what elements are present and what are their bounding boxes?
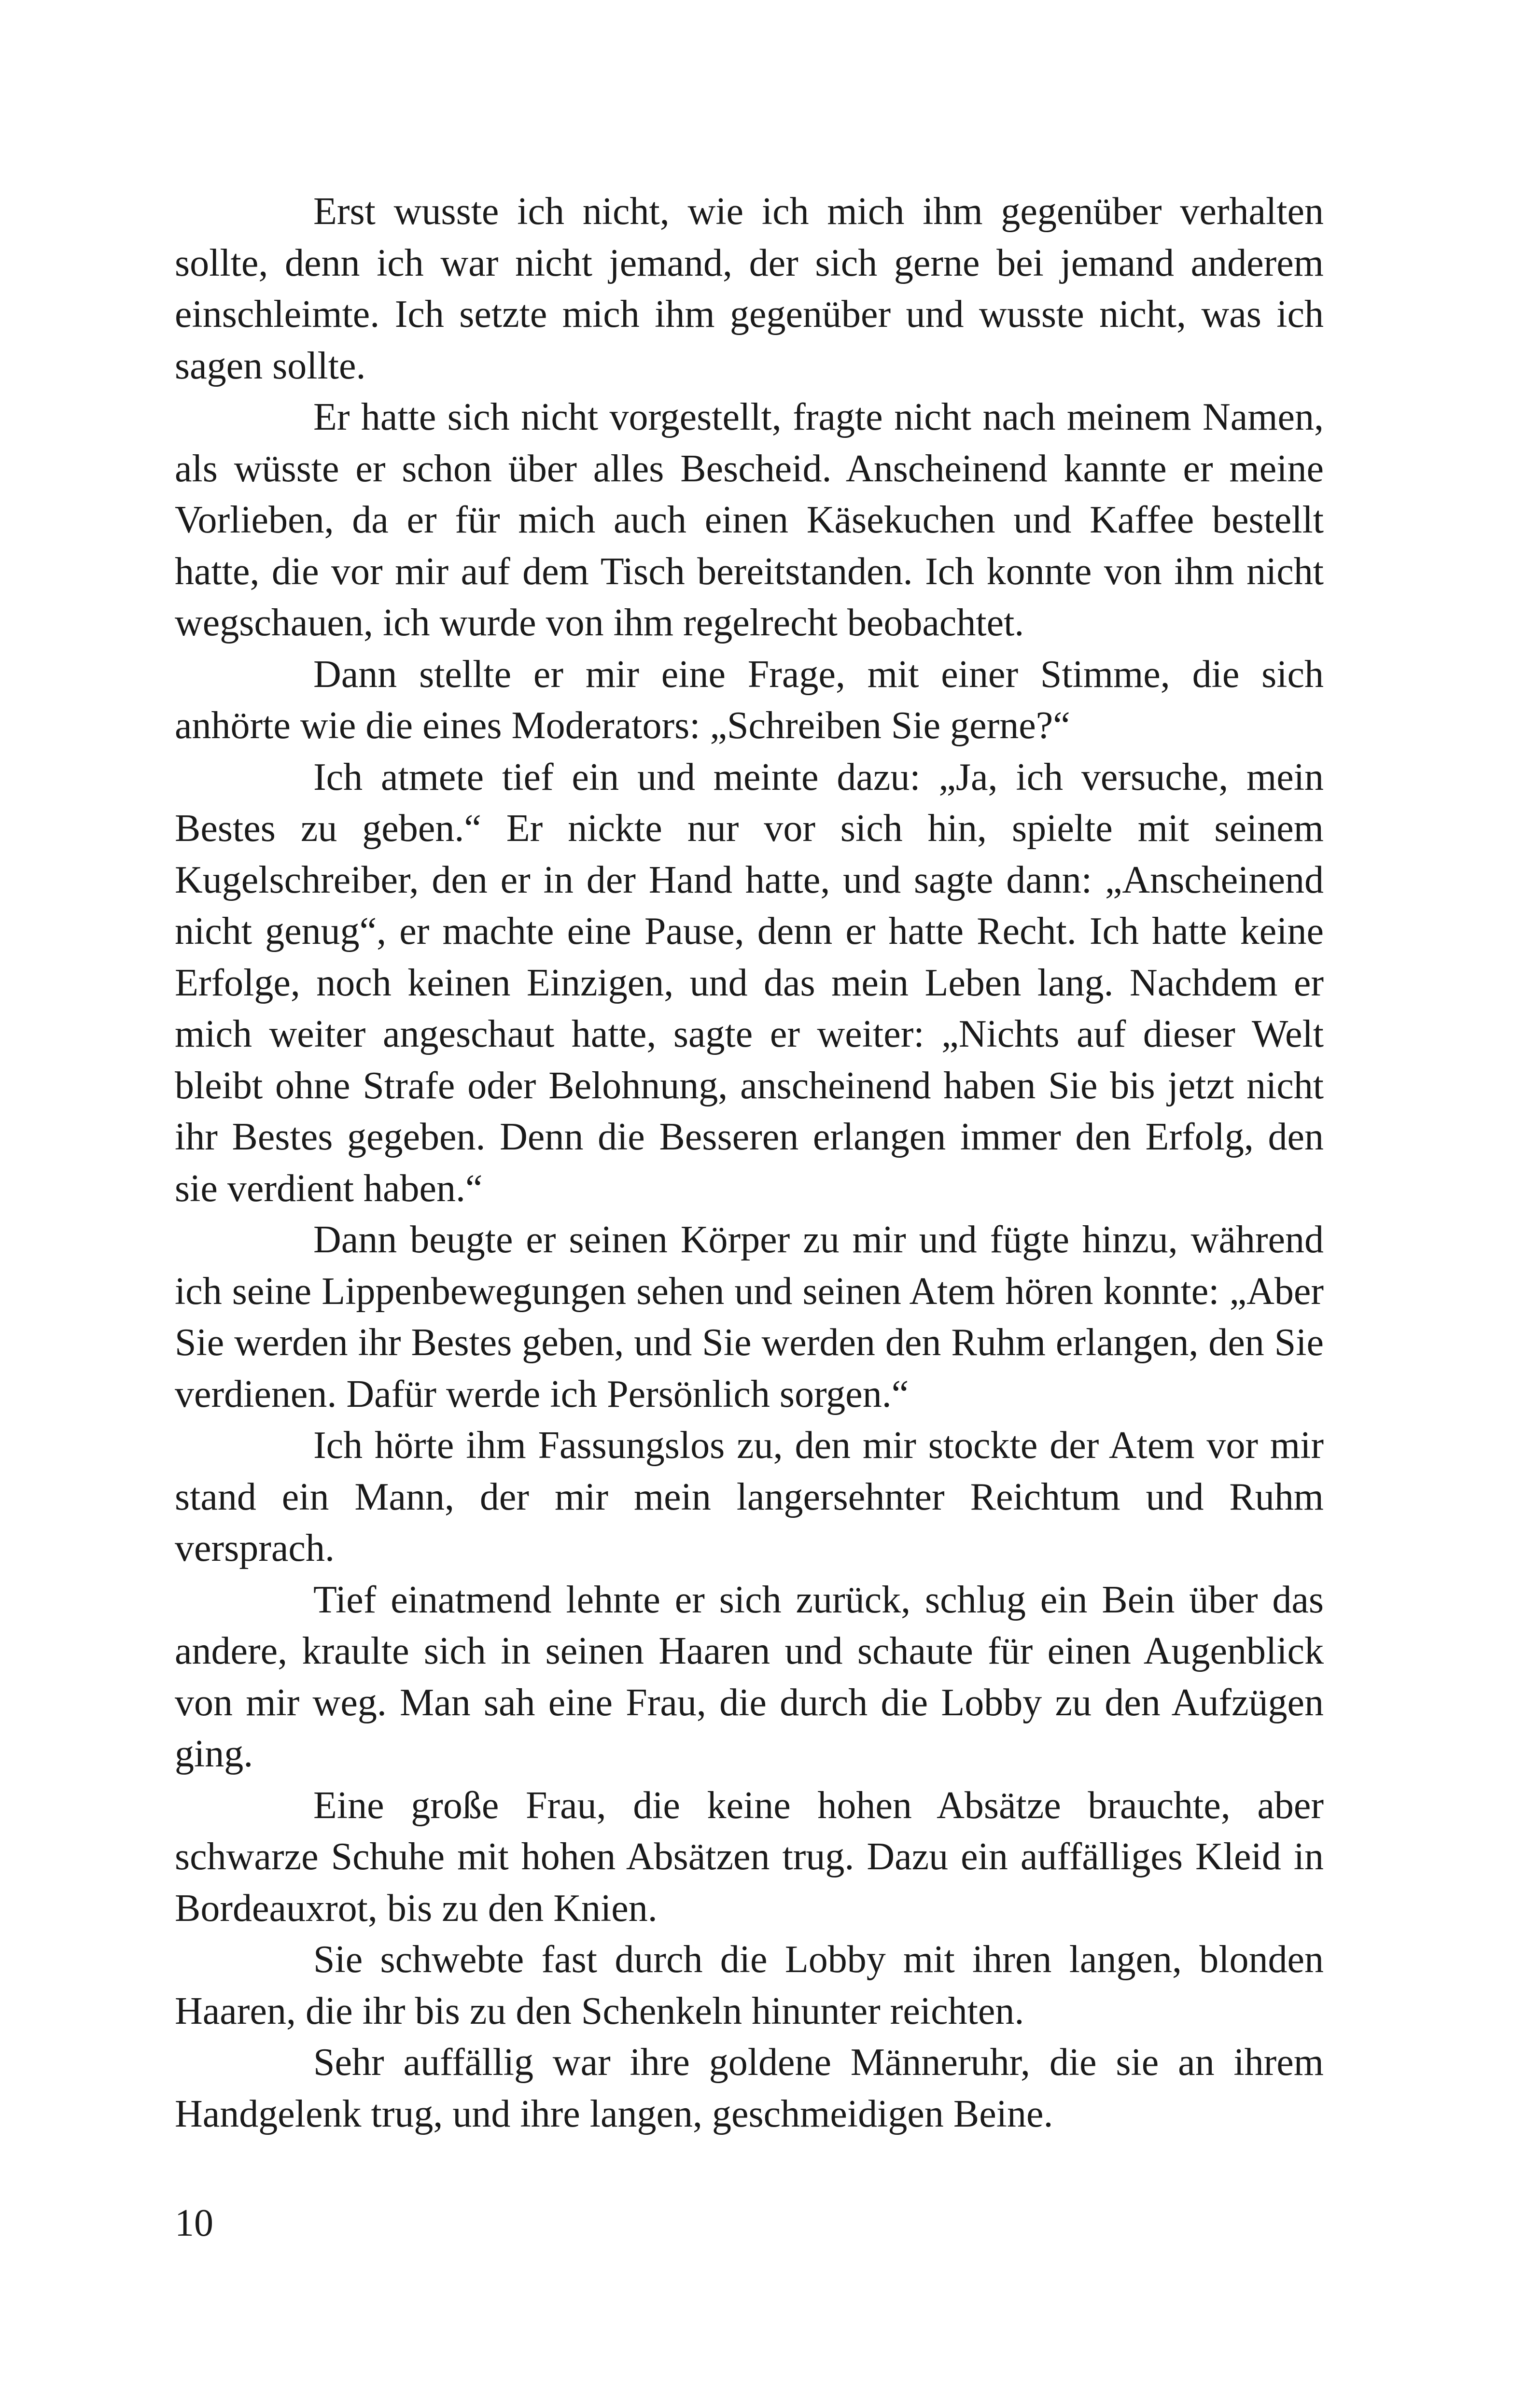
paragraph: Dann beugte er seinen Körper zu mir und fügte hinzu, während ich seine Lippenbewegungen sehen und seinen Atem hören konnte: „Aber Sie werden ihr Bestes geben, und Sie werden den Ruhm erlangen, den Sie verdienen. Dafür werde ich Persönlich sorgen.“ xyxy=(175,1219,1324,1415)
paragraph: Ich hörte ihm Fassungslos zu, den mir stockte der Atem vor mir stand ein Mann, der mir mein langersehnter Reichtum und Ruhm versprach. xyxy=(175,1424,1324,1569)
paragraph: Sehr auffällig war ihre goldene Männeruhr, die sie an ihrem Handgelenk trug, und ihre langen, geschmeidigen Beine. xyxy=(175,2041,1324,2135)
body-text xyxy=(175,186,1324,2140)
paragraph: Sie schwebte fast durch die Lobby mit ihren langen, blonden Haaren, die ihr bis zu den Schenkeln hinunter reichten. xyxy=(175,1938,1324,2032)
paragraph: Ich atmete tief ein und meinte dazu: „Ja, ich versuche, mein Bestes zu geben.“ Er nickte nur vor sich hin, spielte mit seinem Kugelschreiber, den er in der Hand hatte, und sagte dann: „Anscheinend nicht genug“, er machte eine Pause, denn er hatte Recht. Ich hatte keine Erfolge, noch keinen Einzigen, und das mein Leben lang. Nachdem er mich weiter angeschaut hatte, sagte er weiter: „Nichts auf dieser Welt bleibt ohne Strafe oder Belohnung, anscheinend haben Sie bis jetzt nicht ihr Bestes gegeben. Denn die Besseren erlangen immer den Erfolg, den sie verdient haben.“ xyxy=(175,756,1324,1210)
paragraph: Erst wusste ich nicht, wie ich mich ihm gegenüber verhalten sollte, denn ich war nicht jemand, der sich gerne bei jemand anderem einschleimte. Ich setzte mich ihm gegenüber und wusste nicht, was ich sagen sollte. xyxy=(175,190,1324,387)
paragraph: Dann stellte er mir eine Frage, mit einer Stimme, die sich anhörte wie die eines Moderators: „Schreiben Sie gerne?“ xyxy=(175,653,1324,747)
paragraph: Er hatte sich nicht vorgestellt, fragte nicht nach meinem Namen, als wüsste er schon über alles Bescheid. Anscheinend kannte er meine Vorlieben, da er für mich auch einen Käsekuchen und Kaffee bestellt hatte, die vor mir auf dem Tisch bereitstanden. Ich konnte von ihm nicht wegschauen, ich wurde von ihm regelrecht beobachtet. xyxy=(175,396,1324,644)
paragraph: Tief einatmend lehnte er sich zurück, schlug ein Bein über das andere, kraulte sich in seinen Haaren und schaute für einen Augenblick von mir weg. Man sah eine Frau, die durch die Lobby zu den Aufzügen ging. xyxy=(175,1578,1324,1775)
page-number: 10 xyxy=(175,2202,213,2244)
paragraph: Eine große Frau, die keine hohen Absätze brauchte, aber schwarze Schuhe mit hohen Absätzen trug. Dazu ein auffälliges Kleid in Bordeauxrot, bis zu den Knien. xyxy=(175,1784,1324,1930)
